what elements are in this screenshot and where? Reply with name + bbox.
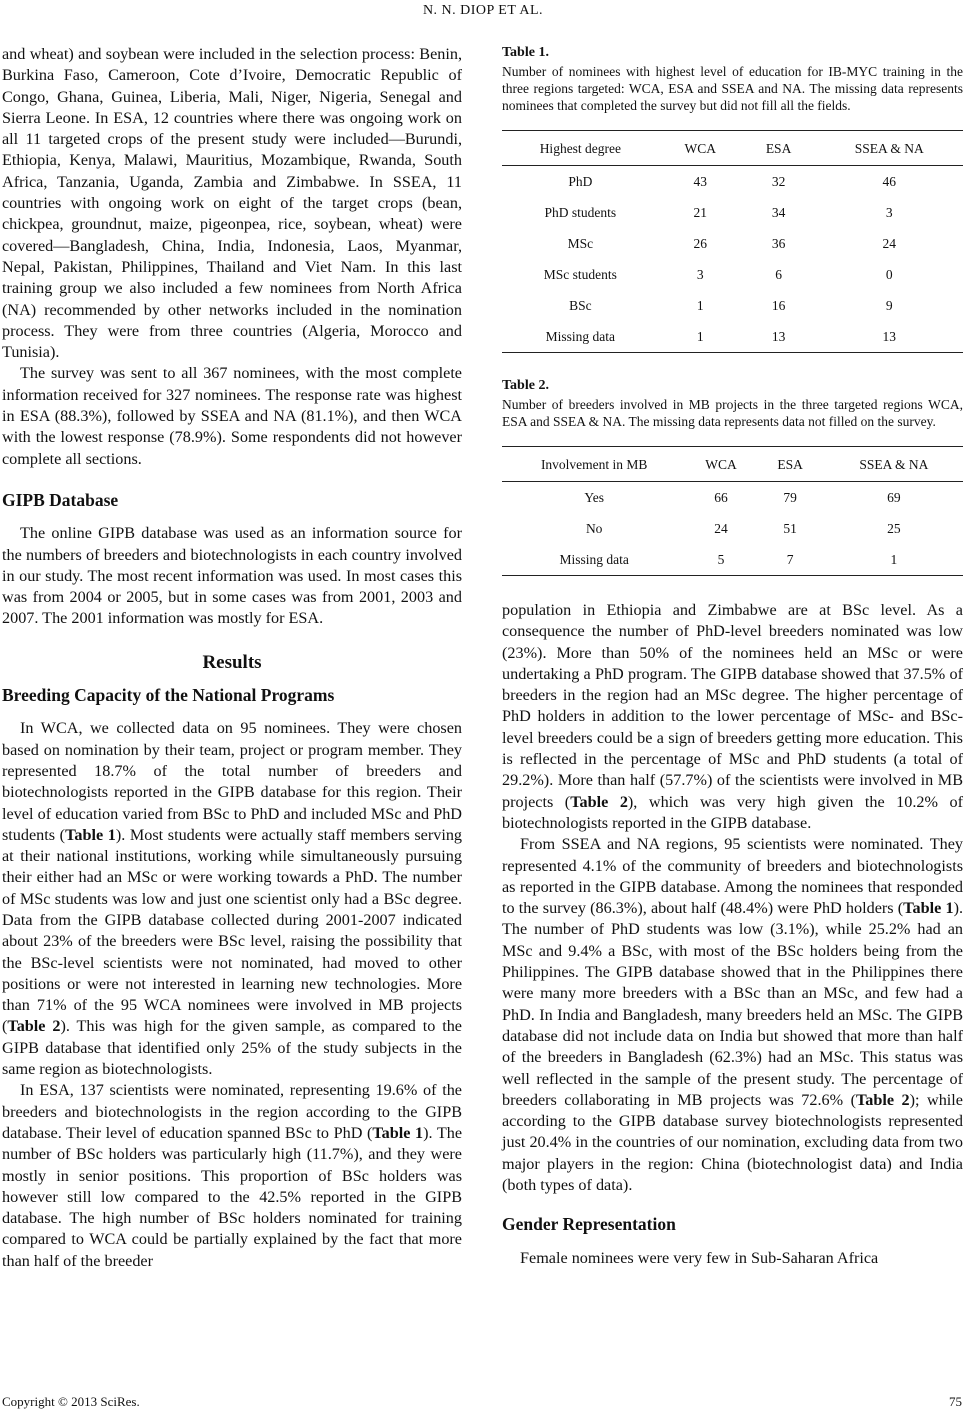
table1-caption: Number of nominees with highest level of education for IB-MYC training in the three regions targeted: WCA, ESA and SSEA and NA. The missing data represents nominees that completed the survey but did not fill all the fields. — [502, 64, 963, 113]
table-cell: 1 — [696, 298, 704, 313]
table-row — [502, 166, 963, 198]
table-row — [502, 197, 963, 228]
table-reference: Table 1 — [65, 825, 116, 844]
paragraph-countries: and wheat) and soybean were included in the selection process: Benin, Burkina Faso, Cameroon, Cote d’Ivoire, Democratic Republic of Congo, Ghana, Guinea, Liberia, Mali, Niger, Nigeria, Senegal and Sierra Leone. In ESA, 12 countries where there was ongoing work on all 11 targeted crops of the present study were included—Burundi, Ethiopia, Kenya, Malawi, Mauritius, Mozambique, Rwanda, South Africa, Tanzania, Uganda, Zambia and Zimbabwe. In SSEA, 11 countries with ongoing work on eight of the target crops (bean, chickpea, groundnut, maize, pigeonpea, rice, soybean, wheat) were covered—Bangladesh, China, India, Indonesia, Laos, Myanmar, Nepal, Pakistan, Philippines, Thailand and Viet Nam. In this last training group we also included a few nominees from North Africa (NA) recommended by other networks included in the nomination process. They were from three countries (Algeria, Morocco and Tunisia). — [2, 45, 462, 362]
table2-caption: Number of breeders involved in MB projects in the three targeted regions WCA, ESA and SSEA & NA. The missing data represents data not filled on the survey. — [502, 397, 963, 429]
table-header-cell: SSEA & NA — [859, 456, 929, 472]
text-span: ). This was high for the given sample, as compared to the GIPB database that identified only 25% of the study subjects in the same region as biotechnologists. — [2, 1017, 462, 1079]
text-span: population in Ethiopia and Zimbabwe are at BSc level. As a consequence the number of PhD-level breeders nominated was low (23%). More than 50% of the nominees held an MSc or were undertaking a PhD program. The GIPB database showed that 37.5% of breeders in the region had an MSc degree. The higher percentage of PhD holders in addition to the lower percentage of MSc- and BSc-level breeders could be a sign of breeders getting more education. This is reflected in the percentage of MSc and PhD students (a total of 29.2%). More than half (57.7%) of the scientists were involved in MB projects ( — [502, 601, 963, 811]
text-span: ). The number of PhD students was low (3.1%), while 25.2% had an MSc and 9.4% a BSc, with most of the BSc holders being from the Philippines. The GIPB database showed that in the Philippines there were many more breeders with a BSc than an MSc, and few had a PhD. In India and Bangladesh, many breeders held an MSc. The GIPB database did not include data on India but showed that more than half of the breeders in Bangladesh (62.3%) had an MSc. This status was well reflected in the sample of the present study. The percentage of breeders collaborating in MB projects was 72.6% ( — [502, 899, 963, 1109]
paragraph-gender: Female nominees were very few in Sub-Saharan Africa — [520, 1248, 879, 1267]
table-cell: 36 — [771, 236, 786, 251]
table-reference: Table 1 — [372, 1123, 424, 1142]
paragraph-esa — [2, 1080, 462, 1272]
section-heading-results: Results — [202, 651, 262, 673]
table-cell: 79 — [783, 490, 797, 505]
table-cell: 43 — [693, 174, 707, 189]
table2 — [502, 446, 963, 576]
table-cell: No — [585, 521, 603, 536]
table-row — [502, 544, 963, 576]
text-span: ); while according to the GIPB database survey biotechnologists represented just 20.4% in the countries of our nomination, excluding data from two major players in the region: China (biotechnologist data) and India (both types of data). — [502, 1090, 963, 1195]
table-header-cell: WCA — [684, 140, 716, 156]
table-cell: Yes — [584, 490, 605, 505]
paragraph-esa-continued — [502, 600, 963, 834]
table-row — [502, 321, 963, 353]
table1 — [502, 130, 963, 353]
table-reference: Table 1 — [903, 899, 954, 918]
spacer — [502, 576, 963, 600]
text-span: From SSEA and NA regions, 95 scientists were nominated. They represented 4.1% of the community of breeders and biotechnologists as reported in the GIPB database. Among the nominees that responded to the survey (86.3%), about half (48.4%) were PhD holders ( — [502, 835, 963, 918]
table-cell: PhD — [568, 174, 593, 189]
table-cell: 3 — [885, 205, 893, 220]
table-row — [502, 513, 963, 544]
subsection-heading-breeding: Breeding Capacity of the National Programs — [2, 685, 335, 706]
table-header-row — [502, 131, 963, 166]
table-header-cell: ESA — [777, 456, 803, 472]
table-cell: 24 — [714, 521, 728, 536]
table-cell: 46 — [882, 174, 896, 189]
table-cell: 32 — [771, 174, 786, 189]
page-number: 75 — [949, 1394, 962, 1409]
text-span: In ESA, 137 scientists were nominated, representing 19.6% of the breeders and biotechnologists in the region according to the GIPB database. Their level of education spanned BSc to PhD ( — [2, 1081, 462, 1142]
table-cell: 13 — [882, 329, 896, 344]
table2-label: Table 2. — [502, 378, 549, 393]
text-span: ). The number of BSc holders was particularly high (11.7%), and they were mostly in senior positions. This proportion of BSc holders was however still low compared to the 42.5% reported in the GIPB database. The high number of BSc holders nominated for training compared to WCA could be partially explained by the fact that more than half of the breeder — [2, 1123, 463, 1270]
table-reference: Table 2 — [7, 1017, 61, 1036]
table-header-cell: SSEA & NA — [854, 140, 924, 156]
table-header-row — [502, 447, 963, 482]
table-header-cell: ESA — [765, 140, 792, 156]
table-header-cell: Highest degree — [539, 140, 622, 156]
table-header-cell: Involvement in MB — [540, 456, 648, 472]
table-cell: 5 — [717, 552, 725, 567]
table-row — [502, 228, 963, 259]
table-cell: 69 — [887, 490, 901, 505]
table-cell: 1 — [696, 329, 704, 344]
table-cell: 24 — [882, 236, 896, 251]
table-cell: MSc students — [543, 267, 617, 282]
table-cell: 25 — [887, 521, 901, 536]
table-cell: Missing data — [559, 552, 629, 567]
table-row — [502, 259, 963, 290]
text-span: In WCA, we collected data on 95 nominees. They were chosen based on nomination by their team, project or program member. They represented 18.7% of the total number of breeders and biotechnologists reported in the GIPB database for this region. Their level of education varied from BSc to PhD and included MSc and PhD students ( — [2, 719, 462, 844]
table-cell: 51 — [783, 521, 797, 536]
table-reference: Table 2 — [855, 1090, 910, 1109]
table-cell: 13 — [771, 329, 786, 344]
spacer — [502, 353, 963, 377]
table1-block — [502, 44, 963, 353]
left-column — [2, 44, 462, 1272]
table-cell: BSc — [569, 298, 592, 313]
paragraph-survey: The survey was sent to all 367 nominees, with the most complete information received for 327 nominees. The response rate was highest in ESA (88.3%), followed by SSEA and NA (81.1%), and then WCA with the lowest response (78.9%). Some respondents did not however complete all sections. — [2, 364, 462, 468]
table1-label: Table 1. — [502, 45, 549, 60]
text-span: ), which was very high given the 10.2% of biotechnologists reported in the GIPB database. — [502, 792, 964, 832]
table-cell: 21 — [693, 205, 707, 220]
table-cell: 16 — [771, 298, 786, 313]
table-reference: Table 2 — [570, 792, 628, 811]
table-cell: 6 — [775, 267, 782, 282]
table-cell: 1 — [890, 552, 898, 567]
table-cell: PhD students — [544, 205, 617, 220]
table-cell: Missing data — [545, 329, 616, 344]
paragraph-gipb: The online GIPB database was used as an information source for the numbers of breeders and biotechnologists in each country involved in our study. The most recent information was used. In most cases this was from 2004 or 2005, but in some cases was from 2001, 2003 and 2007. The 2001 information was mostly for ESA. — [2, 524, 462, 628]
table-cell: 34 — [771, 205, 786, 220]
copyright-notice: Copyright © 2013 SciRes. — [2, 1394, 140, 1409]
table2-block — [502, 377, 963, 576]
table-row — [502, 290, 963, 321]
table-cell: 9 — [885, 298, 893, 313]
table-cell: 0 — [885, 267, 893, 282]
paragraph-ssea — [502, 834, 963, 1196]
table-header-cell: WCA — [705, 456, 737, 472]
section-heading-gender: Gender Representation — [502, 1214, 676, 1235]
table-row — [502, 482, 963, 514]
table-cell: 66 — [714, 490, 728, 505]
table-cell: MSc — [567, 236, 594, 251]
table-cell: 26 — [693, 236, 707, 251]
table-cell: 3 — [696, 267, 704, 282]
text-span: ). Most students were actually staff members serving at their national institutions, working while simultaneously pursuing their either had an MSc or were working towards a PhD. The number of MSc students was low and just one scientist only had a BSc degree. Data from the GIPB database collected during 2001-2007 indicated about 23% of the breeders were BSc level, raising the possibility that the BSc-level scientists were not nominated, had moved to other positions or were not interested in learning new technologies. More than 71% of the 95 WCA nominees were involved in MB projects ( — [2, 825, 463, 1036]
paragraph-wca — [2, 718, 462, 1080]
section-heading-gipb: GIPB Database — [2, 489, 119, 510]
table-cell: 7 — [786, 552, 794, 567]
running-head: N. N. DIOP ET AL. — [422, 3, 544, 18]
right-column — [502, 44, 963, 1269]
